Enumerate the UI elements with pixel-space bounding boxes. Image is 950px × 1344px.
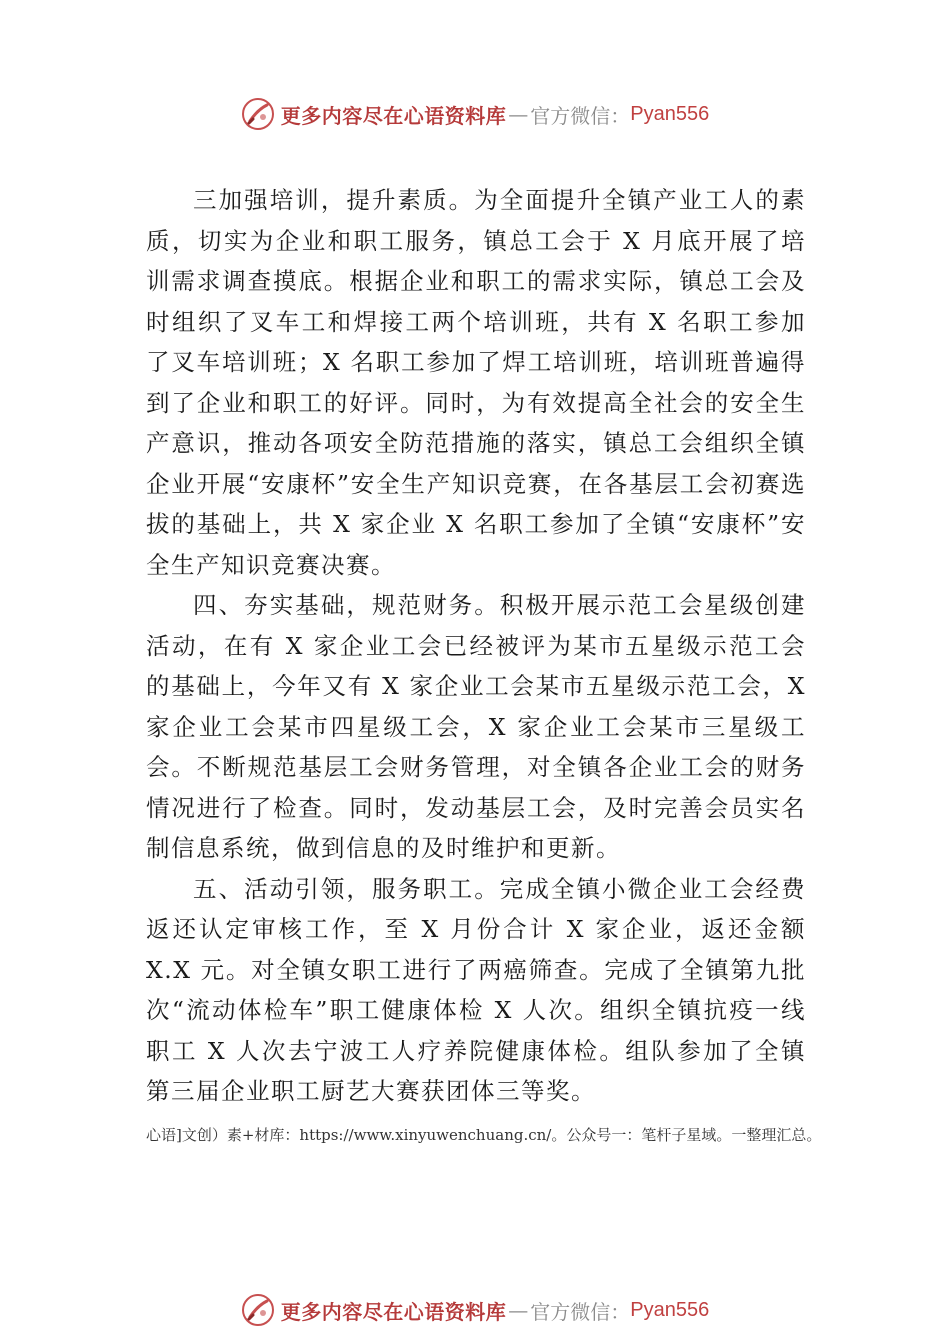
watermark-brand: 更多内容尽在心语资料库 <box>280 1299 507 1324</box>
source-note: 心语]文创）素+材库：https://www.xinyuwenchuang.cn/。公众号一：笔杆子星域。一整理汇总。 <box>146 1126 822 1144</box>
watermark-brand: 更多内容尽在心语资料库 <box>280 103 507 128</box>
watermark-wechat-id: Pyan556 <box>630 1298 710 1321</box>
paragraph-finance: 四、夯实基础，规范财务。积极开展示范工会星级创建活动，在有 X 家企业工会已经被评为某市五星级示范工会的基础上，今年又有 X 家企业工会某市五星级示范工会，X 家企业工会某市四星级工会，X 家企业工会某市三星级工会。不断规范基层工会财务管理，对全镇各企业工会的财务情况进行了检查。同时，发动基层工会，及时完善会员实名制信息系统，做到信息的及时维护和更新。 <box>146 591 806 862</box>
header-watermark <box>0 92 950 136</box>
paragraph-service: 五、活动引领，服务职工。完成全镇小微企业工会经费返还认定审核工作，至 X 月份合计 X 家企业，返还金额 X.X 元。对全镇女职工进行了两癌筛查。完成了全镇第九批次“流动体检车”职工健康体检 X 人次。组织全镇抗疫一线职工 X 人次去宁波工人疗养院健康体检。组队参加了全镇第三届企业职工厨艺大赛获团体三等奖。 <box>146 874 806 1105</box>
brush-logo-icon <box>241 1293 275 1327</box>
watermark-wechat-id: Pyan556 <box>630 102 710 125</box>
watermark-dash: — <box>508 1298 529 1322</box>
watermark-dash: — <box>508 102 529 126</box>
brush-logo-icon <box>241 97 275 131</box>
watermark-official-label: 官方微信： <box>530 103 631 128</box>
watermark-official-label: 官方微信： <box>530 1299 631 1324</box>
paragraph-training: 三加强培训，提升素质。为全面提升全镇产业工人的素质，切实为企业和职工服务，镇总工会于 X 月底开展了培训需求调查摸底。根据企业和职工的需求实际，镇总工会及时组织了叉车工和焊接工两个培训班，共有 X 名职工参加了叉车培训班；X 名职工参加了焊工培训班，培训班普遍得到了企业和职工的好评。同时，为有效提高全社会的安全生产意识，推动各项安全防范措施的落实，镇总工会组织全镇企业开展“安康杯”安全生产知识竞赛，在各基层工会初赛选拔的基础上，共 X 家企业 X 名职工参加了全镇“安康杯”安全生产知识竞赛决赛。 <box>146 186 806 579</box>
document-body <box>146 180 806 1112</box>
footer-watermark <box>0 1288 950 1332</box>
